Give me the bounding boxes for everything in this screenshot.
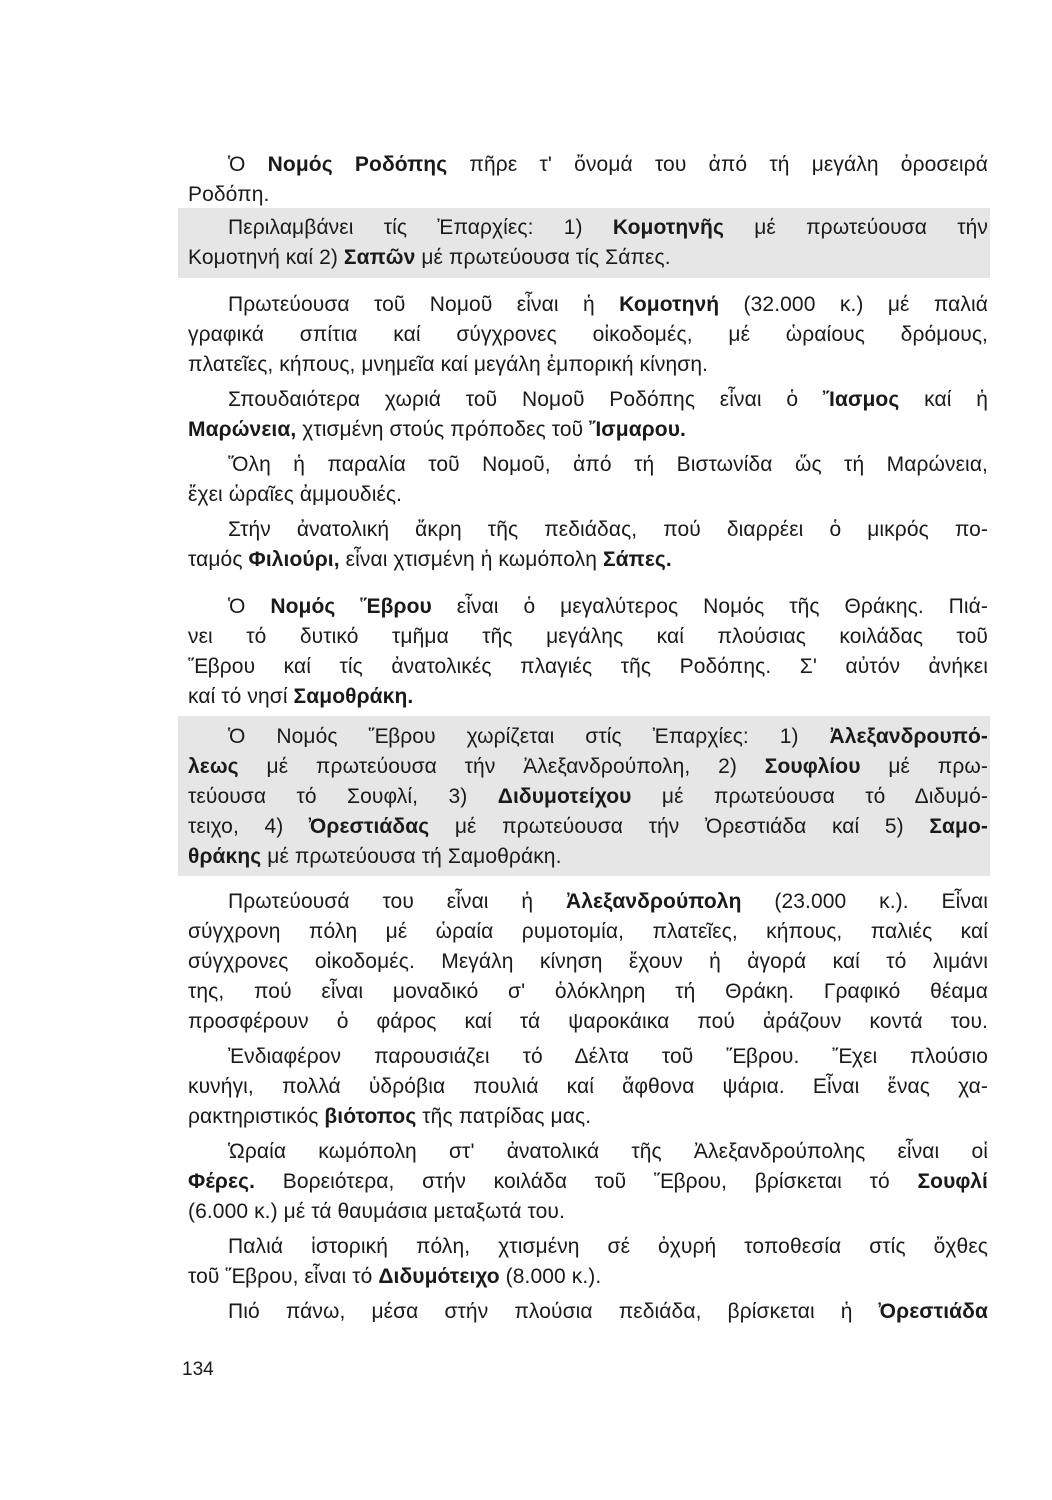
text-run: τοῦ Ἕβρου, εἶναι τό bbox=[188, 1265, 379, 1288]
page-number: 134 bbox=[182, 1359, 214, 1380]
text-line bbox=[188, 782, 988, 812]
text-line bbox=[188, 415, 988, 445]
bold-term: Ἴσμαρου. bbox=[589, 418, 686, 441]
text-run: τεύουσα τό Σουφλί, 3) bbox=[188, 785, 498, 808]
text-line bbox=[228, 150, 988, 180]
text-run: μέ πρωτεύουσα τήν bbox=[723, 216, 988, 239]
bold-term: λεως bbox=[188, 755, 239, 778]
bold-term: Ἀλεξανδρουπό- bbox=[829, 725, 988, 748]
text-line bbox=[228, 1042, 988, 1072]
text-run: κυνήγι, πολλά ὑδρόβια πουλιά καί ἄφθονα ψάρια. Εἶναι ἕνας χα- bbox=[188, 1075, 988, 1098]
text-run: Βορειότερα, στήν κοιλάδα τοῦ Ἕβρου, βρίσκεται τό bbox=[255, 1170, 918, 1193]
bold-term: Σαμοθράκη. bbox=[293, 685, 414, 708]
text-line bbox=[228, 1137, 988, 1167]
text-line bbox=[188, 1072, 988, 1102]
bold-term: Ὀρεστιάδα bbox=[878, 1300, 988, 1323]
text-line bbox=[228, 1297, 988, 1327]
text-run: Πρωτεύουσά του εἶναι ἡ bbox=[228, 890, 567, 913]
text-run: Ὁ bbox=[228, 595, 271, 618]
text-run: (23.000 κ.). Εἶναι bbox=[741, 890, 988, 913]
text-run: μέ πρωτεύουσα τή Σαμοθράκη. bbox=[261, 845, 562, 868]
text-line bbox=[188, 917, 988, 947]
bold-term: Φιλιούρι, bbox=[248, 548, 340, 571]
text-run: μέ πρω- bbox=[860, 755, 988, 778]
bold-term: Διδυμότειχο bbox=[378, 1265, 500, 1288]
bold-term: Σουφλίου bbox=[764, 755, 861, 778]
text-line bbox=[228, 887, 988, 917]
text-run: Ὅλη ἡ παραλία τοῦ Νομοῦ, ἀπό τή Βιστωνίδα ὥς τή Μαρώνεια, bbox=[228, 453, 988, 476]
bold-term: Ἴασμος bbox=[822, 388, 900, 411]
bold-term: Νομός Ροδόπης bbox=[267, 153, 448, 176]
text-run: Ἐνδιαφέρον παρουσιάζει τό Δέλτα τοῦ Ἕβρου. Ἔχει πλούσιο bbox=[228, 1045, 988, 1068]
text-run: Ὡραία κωμόπολη στ' ἀνατολικά τῆς Ἀλεξανδρούπολης εἶναι οἱ bbox=[228, 1140, 988, 1163]
text-line bbox=[188, 1197, 988, 1227]
text-run: Ροδόπη. bbox=[188, 183, 270, 206]
text-line bbox=[188, 652, 988, 682]
text-run: τῆς πατρίδας μας. bbox=[416, 1105, 592, 1128]
text-line bbox=[188, 480, 988, 510]
bold-term: Διδυμοτείχου bbox=[497, 785, 632, 808]
text-run: Ὁ bbox=[228, 153, 268, 176]
text-line bbox=[228, 1232, 988, 1262]
bold-term: Φέρες. bbox=[188, 1170, 256, 1193]
bold-term: Σάπες. bbox=[602, 548, 672, 571]
bold-term: Κομοτηνή bbox=[619, 293, 720, 316]
text-run: (6.000 κ.) μέ τά θαυμάσια μεταξωτά του. bbox=[188, 1200, 565, 1223]
text-run: Ἕβρου καί τίς ἀνατολικές πλαγιές τῆς Ροδόπης. Σ' αὐτόν ἀνήκει bbox=[188, 655, 988, 678]
text-run: Κομοτηνή καί 2) bbox=[188, 246, 344, 269]
text-run: τειχο, 4) bbox=[188, 815, 309, 838]
bold-term: Σουφλί bbox=[917, 1170, 988, 1193]
text-line bbox=[188, 947, 988, 977]
bold-term: Νομός Ἕβρου bbox=[270, 595, 432, 618]
text-run: καί ἡ bbox=[899, 388, 988, 411]
text-run: (8.000 κ.). bbox=[499, 1265, 602, 1288]
text-run: μέ πρωτεύουσα τήν Ὀρεστιάδα καί 5) bbox=[429, 815, 930, 838]
text-run: Ὁ Νομός Ἕβρου χωρίζεται στίς Ἐπαρχίες: 1) bbox=[228, 725, 830, 748]
text-run: πλατεῖες, κήπους, μνημεῖα καί μεγάλη ἐμπορική κίνηση. bbox=[188, 353, 709, 376]
text-run: Σπουδαιότερα χωριά τοῦ Νομοῦ Ροδόπης εἶναι ὁ bbox=[228, 388, 823, 411]
text-line bbox=[228, 450, 988, 480]
text-line bbox=[188, 1167, 988, 1197]
text-line bbox=[188, 1262, 988, 1292]
text-line bbox=[188, 320, 988, 350]
bold-term: Σαπῶν bbox=[343, 246, 416, 269]
text-line bbox=[188, 752, 988, 782]
bold-term: Κομοτηνῆς bbox=[612, 216, 724, 239]
text-line bbox=[188, 1007, 988, 1037]
text-run: της, πού εἶναι μοναδικό σ' ὁλόκληρη τή Θράκη. Γραφικό θέαμα bbox=[188, 980, 988, 1003]
bold-term: βιότοπος bbox=[324, 1105, 417, 1128]
text-run: Πρωτεύουσα τοῦ Νομοῦ εἶναι ἡ bbox=[228, 293, 620, 316]
text-run: Πιό πάνω, μέσα στήν πλούσια πεδιάδα, βρίσκεται ἡ bbox=[228, 1300, 879, 1323]
text-run: μέ πρωτεύουσα τίς Σάπες. bbox=[415, 246, 671, 269]
text-line bbox=[188, 977, 988, 1007]
text-line bbox=[188, 682, 988, 712]
text-run: καί τό νησί bbox=[188, 685, 294, 708]
text-run: μέ πρωτεύουσα τό Διδυμό- bbox=[631, 785, 988, 808]
text-run: νει τό δυτικό τμῆμα τῆς μεγάλης καί πλούσιας κοιλάδας τοῦ bbox=[188, 625, 988, 648]
text-run: ρακτηριστικός bbox=[188, 1105, 325, 1128]
text-line bbox=[228, 722, 988, 752]
text-line bbox=[188, 1102, 988, 1132]
text-run: προσφέρουν ὁ φάρος καί τά ψαροκάικα πού ἀράζουν κοντά του. bbox=[188, 1010, 988, 1033]
text-run: χτισμένη στούς πρόποδες τοῦ bbox=[296, 418, 590, 441]
text-line bbox=[228, 385, 988, 415]
text-run: Περιλαμβάνει τίς Ἐπαρχίες: 1) bbox=[228, 216, 613, 239]
text-run: εἶναι χτισμένη ἡ κωμόπολη bbox=[339, 548, 603, 571]
text-run: σύγχρονες οἰκοδομές. Μεγάλη κίνηση ἔχουν ἡ ἀγορά καί τό λιμάνι bbox=[188, 950, 988, 973]
text-run: πῆρε τ' ὄνομά του ἀπό τή μεγάλη ὀροσειρά bbox=[447, 153, 988, 176]
bold-term: Ἀλεξανδρούπολη bbox=[566, 890, 742, 913]
text-line bbox=[188, 622, 988, 652]
text-line bbox=[188, 243, 988, 273]
bold-term: Ὀρεστιάδας bbox=[308, 815, 430, 838]
text-line bbox=[188, 180, 988, 210]
text-line bbox=[188, 812, 988, 842]
text-run: ἔχει ὡραῖες ἀμμουδιές. bbox=[188, 483, 403, 506]
text-run: ταμός bbox=[188, 548, 249, 571]
bold-term: Σαμο- bbox=[929, 815, 988, 838]
text-line bbox=[228, 290, 988, 320]
text-line bbox=[188, 545, 988, 575]
text-line bbox=[228, 213, 988, 243]
text-run: εἶναι ὁ μεγαλύτερος Νομός τῆς Θράκης. Πιά- bbox=[431, 595, 989, 618]
text-run: μέ πρωτεύουσα τήν Ἀλεξανδρούπολη, 2) bbox=[238, 755, 765, 778]
text-line bbox=[228, 592, 988, 622]
text-run: Παλιά ἱστορική πόλη, χτισμένη σέ ὀχυρή τοποθεσία στίς ὄχθες bbox=[228, 1235, 988, 1258]
text-line bbox=[228, 515, 988, 545]
bold-term: Μαρώνεια, bbox=[188, 418, 297, 441]
text-line bbox=[188, 842, 988, 872]
bold-term: θράκης bbox=[188, 845, 262, 868]
text-run: Στήν ἀνατολική ἄκρη τῆς πεδιάδας, πού διαρρέει ὁ μικρός πο- bbox=[228, 518, 988, 541]
text-line bbox=[188, 350, 988, 380]
text-run: (32.000 κ.) μέ παλιά bbox=[719, 293, 988, 316]
text-run: σύγχρονη πόλη μέ ὡραία ρυμοτομία, πλατεῖες, κήπους, παλιές καί bbox=[188, 920, 988, 943]
text-run: γραφικά σπίτια καί σύγχρονες οἰκοδομές, μέ ὡραίους δρόμους, bbox=[188, 323, 988, 346]
